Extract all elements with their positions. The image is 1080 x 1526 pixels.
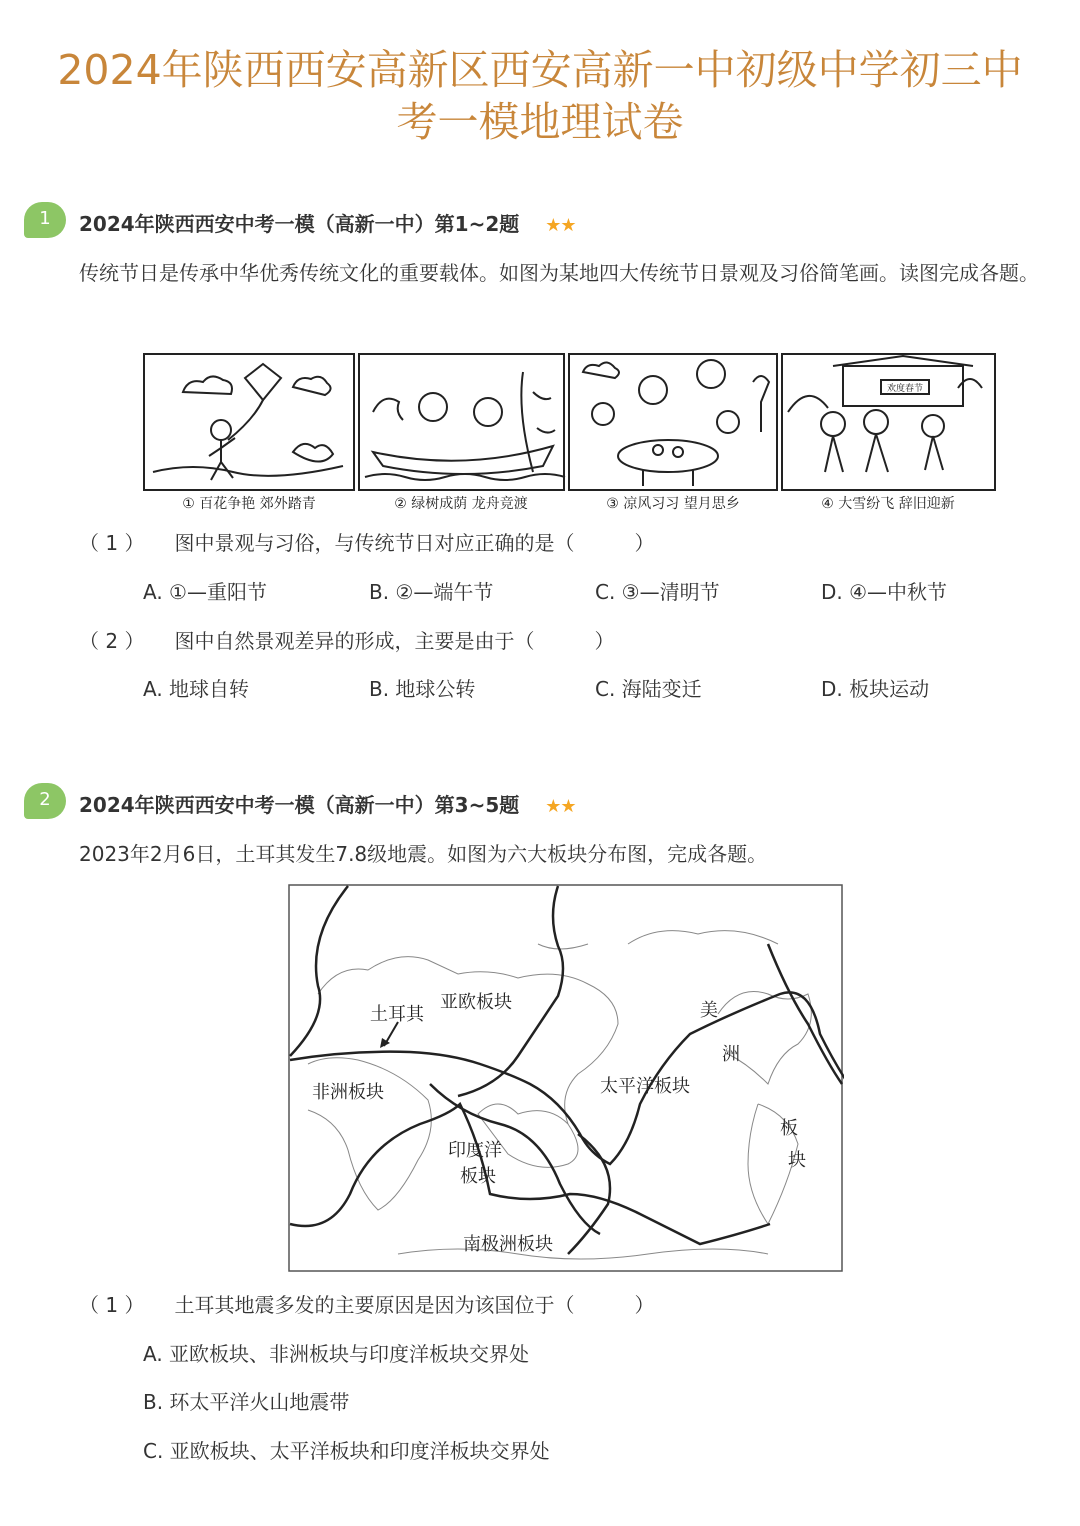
option-c[interactable]: C. 海陆变迁 — [595, 677, 702, 701]
person-icon — [821, 412, 845, 436]
sub-question-1-1 — [79, 527, 654, 556]
option-d[interactable]: D. ④—中秋节 — [821, 580, 948, 604]
rower-icon — [419, 393, 447, 421]
boy-icon — [211, 420, 231, 440]
label-american-plate-2: 洲 — [722, 1044, 740, 1065]
question-source[interactable]: 2024年陕西西安中考一模（高新一中）第3~5题 — [79, 793, 520, 817]
sub-question-label: （ 1 ） — [79, 531, 145, 555]
cloud-icon — [183, 376, 232, 394]
festival-figure — [143, 352, 998, 516]
festival-caption-1: ① 百花争艳 郊外踏青 — [182, 496, 316, 512]
question-source[interactable]: 2024年陕西西安中考一模（高新一中）第1~2题 — [79, 212, 520, 236]
option-d[interactable]: D. 板块运动 — [821, 677, 930, 701]
difficulty-stars: ★★ — [545, 215, 576, 236]
label-indian-plate-1: 印度洋 — [448, 1140, 502, 1161]
person-icon — [592, 403, 614, 425]
option-c[interactable]: C. 亚欧板块、太平洋板块和印度洋板块交界处 — [143, 1439, 550, 1463]
sub-question-text: 图中景观与习俗，与传统节日对应正确的是（ ） — [174, 531, 655, 555]
festival-caption-4: ④ 大雪纷飞 辞旧迎新 — [821, 496, 955, 512]
sub-question-text: 图中自然景观差异的形成，主要是由于（ ） — [174, 629, 615, 653]
festival-sign-text: 欢度春节 — [886, 384, 924, 394]
person-icon — [864, 410, 888, 434]
sub-question-1-2 — [79, 625, 614, 654]
option-b[interactable]: B. 地球公转 — [369, 677, 476, 701]
person-icon — [717, 411, 739, 433]
kite-icon — [245, 364, 281, 400]
sub-question-2-1 — [79, 1289, 654, 1318]
page-title-line-2: 考一模地理试卷 — [396, 98, 684, 146]
option-b[interactable]: B. ②—端午节 — [369, 580, 494, 604]
label-indian-plate-2: 板块 — [460, 1166, 496, 1187]
option-b[interactable]: B. 环太平洋火山地震带 — [143, 1390, 350, 1414]
option-a[interactable]: A. ①—重阳节 — [143, 580, 267, 604]
question-2-stem: 2023年2月6日，土耳其发生7.8级地震。如图为六大板块分布图，完成各题。 — [79, 842, 768, 866]
label-antarctic-plate: 南极洲板块 — [463, 1234, 553, 1255]
cloud-icon — [293, 377, 331, 395]
label-american-plate-1: 美 — [700, 1000, 718, 1021]
label-american-plate-3: 板 — [780, 1118, 798, 1139]
person-icon — [922, 415, 944, 437]
question-number-badge: 2 — [24, 783, 66, 819]
label-turkey: 土耳其 — [370, 1004, 424, 1025]
option-a[interactable]: A. 亚欧板块、非洲板块与印度洋板块交界处 — [143, 1342, 530, 1366]
page-title-line-1: 2024年陕西西安高新区西安高新一中初级中学初三中 — [57, 46, 1023, 94]
sub-question-label: （ 2 ） — [79, 629, 145, 653]
moon-icon — [697, 360, 725, 388]
sub-question-text: 土耳其地震多发的主要原因是因为该国位于（ ） — [174, 1293, 655, 1317]
table-icon — [618, 440, 718, 472]
label-african-plate: 非洲板块 — [312, 1082, 384, 1103]
cloud-icon — [583, 362, 619, 378]
festival-caption-2: ② 绿树成荫 龙舟竞渡 — [394, 496, 528, 512]
page-title — [0, 44, 1080, 148]
label-eurasian-plate: 亚欧板块 — [440, 992, 512, 1013]
festival-caption-3: ③ 凉风习习 望月思乡 — [606, 496, 740, 512]
difficulty-stars: ★★ — [545, 796, 576, 817]
dragon-boat-icon — [373, 446, 553, 474]
option-c[interactable]: C. ③—清明节 — [595, 580, 720, 604]
option-a[interactable]: A. 地球自转 — [143, 677, 250, 701]
plate-map — [288, 884, 844, 1274]
person-icon — [639, 376, 667, 404]
rower-icon — [474, 398, 502, 426]
question-number-badge: 1 — [24, 202, 66, 238]
sub-question-label: （ 1 ） — [79, 1293, 145, 1317]
label-pacific-plate: 太平洋板块 — [600, 1076, 690, 1097]
label-american-plate-4: 块 — [788, 1150, 806, 1171]
question-1-stem: 传统节日是传承中华优秀传统文化的重要载体。如图为某地四大传统节日景观及习俗简笔画。读图完成各题。 — [79, 261, 1039, 285]
